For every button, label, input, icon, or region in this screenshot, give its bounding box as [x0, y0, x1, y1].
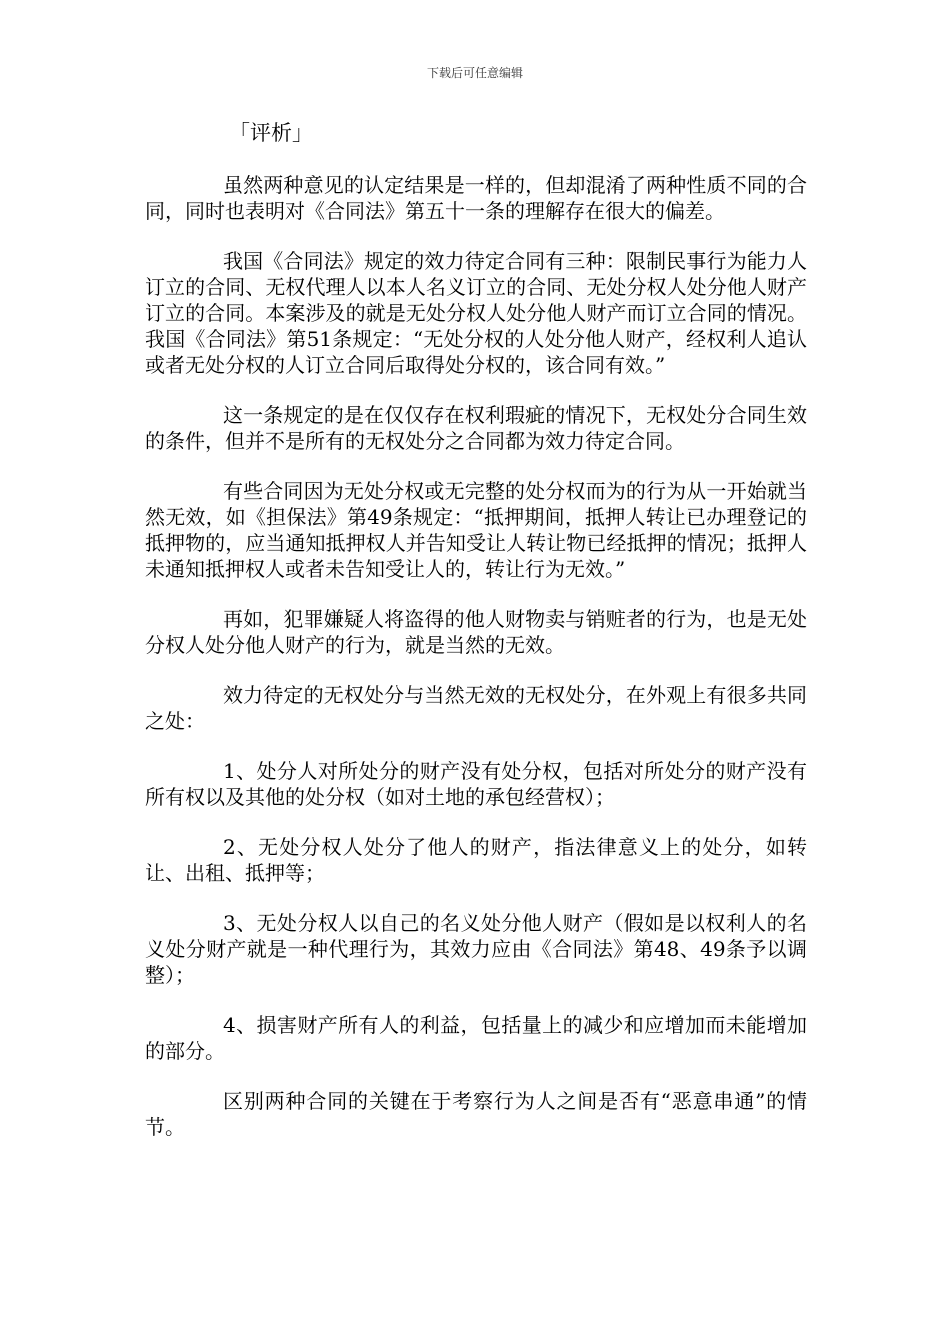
list-item: 4、损害财产所有人的利益，包括量上的减少和应增加而未能增加的部分。 — [145, 1013, 807, 1063]
paragraph: 区别两种合同的关键在于考察行为人之间是否有“恶意串通”的情节。 — [145, 1089, 807, 1139]
paragraph: 再如，犯罪嫌疑人将盗得的他人财物卖与销赃者的行为，也是无处分权人处分他人财产的行为，就是当然的无效。 — [145, 607, 807, 657]
paragraph: 我国《合同法》规定的效力待定合同有三种：限制民事行为能力人订立的合同、无权代理人以本人名义订立的合同、无处分权人处分他人财产订立的合同。本案涉及的就是无处分权人处分他人财产而订立合同的情况。我国《合同法》第51条规定：“无处分权的人处分他人财产，经权利人追认或者无处分权的人订立合同后取得处分权的，该合同有效。” — [145, 249, 807, 377]
list-item: 2、无处分权人处分了他人的财产，指法律意义上的处分，如转让、出租、抵押等； — [145, 835, 807, 885]
list-item: 1、处分人对所处分的财产没有处分权，包括对所处分的财产没有所有权以及其他的处分权（如对土地的承包经营权）； — [145, 759, 807, 809]
paragraph: 效力待定的无权处分与当然无效的无权处分，在外观上有很多共同之处： — [145, 683, 807, 733]
document-body — [145, 118, 807, 1164]
list-item: 3、无处分权人以自己的名义处分他人财产（假如是以权利人的名义处分财产就是一种代理行为，其效力应由《合同法》第48、49条予以调整）； — [145, 911, 807, 987]
paragraph: 有些合同因为无处分权或无完整的处分权而为的行为从一开始就当然无效，如《担保法》第49条规定：“抵押期间，抵押人转让已办理登记的抵押物的，应当通知抵押权人并告知受让人转让物已经抵押的情况；抵押人未通知抵押权人或者未告知受让人的，转让行为无效。” — [145, 479, 807, 581]
paragraph: 这一条规定的是在仅仅存在权利瑕疵的情况下，无权处分合同生效的条件，但并不是所有的无权处分之合同都为效力待定合同。 — [145, 403, 807, 453]
section-title: 「评析」 — [229, 121, 313, 145]
paragraph: 虽然两种意见的认定结果是一样的，但却混淆了两种性质不同的合同，同时也表明对《合同法》第五十一条的理解存在很大的偏差。 — [145, 173, 807, 223]
page-header: 下载后可任意编辑 — [426, 66, 523, 80]
